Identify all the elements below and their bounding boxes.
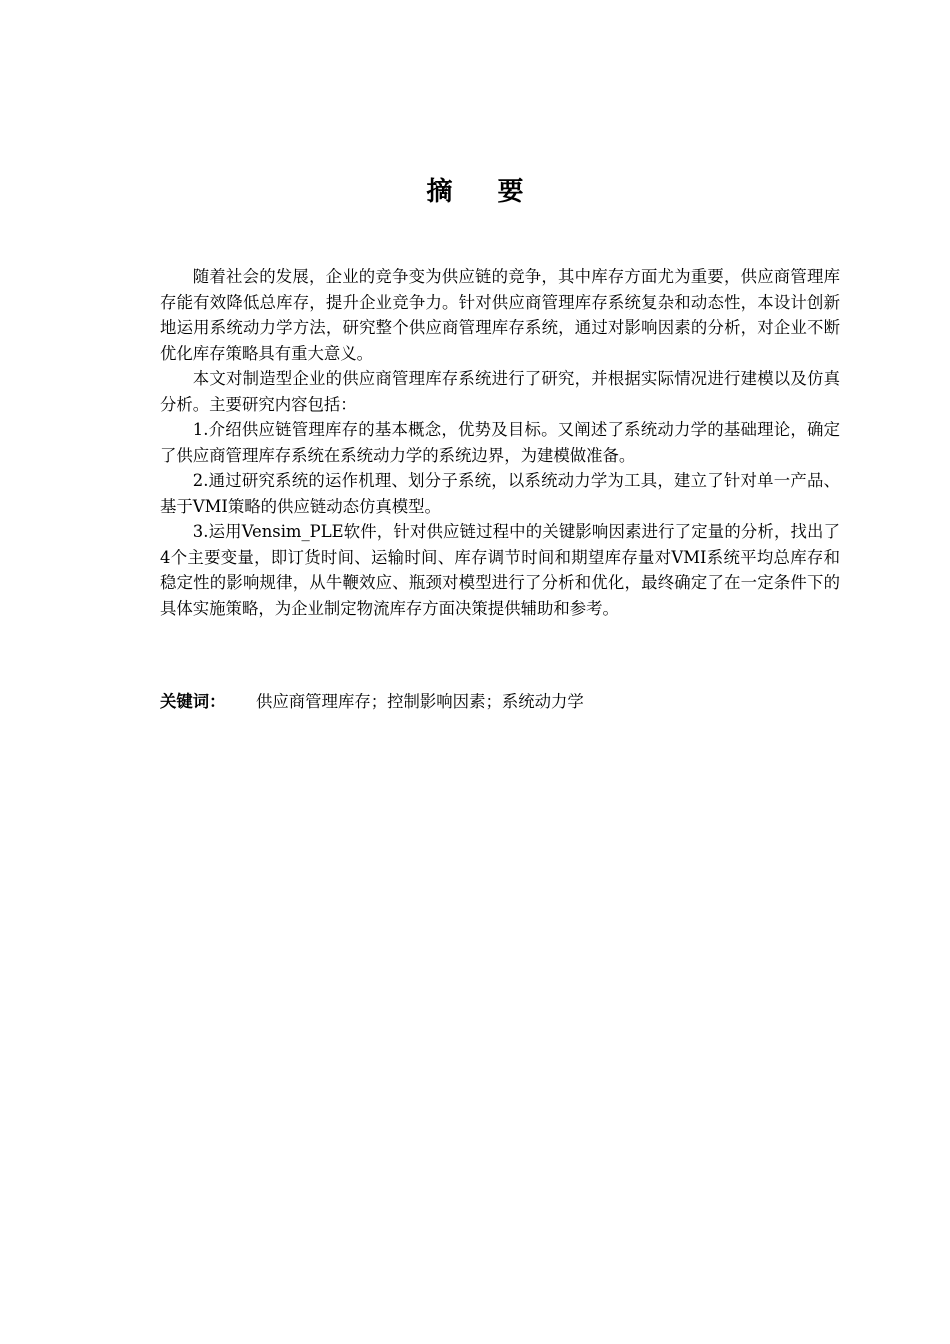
abstract-paragraph: 3.运用Vensim_PLE软件，针对供应链过程中的关键影响因素进行了定量的分析，找出了4个主要变量，即订货时间、运输时间、库存调节时间和期望库存量对VMI系统平均总库存和稳定性的影响规律，从牛鞭效应、瓶颈对模型进行了分析和优化，最终确定了在一定条件下的具体实施策略，为企业制定物流库存方面决策提供辅助和参考。 <box>160 522 840 618</box>
keywords-text: 供应商管理库存；控制影响因素；系统动力学 <box>256 692 584 711</box>
abstract-body <box>160 264 840 621</box>
keywords-label: 关键词： <box>160 692 226 711</box>
abstract-paragraph: 随着社会的发展，企业的竞争变为供应链的竞争，其中库存方面尤为重要，供应商管理库存能有效降低总库存，提升企业竞争力。针对供应商管理库存系统复杂和动态性，本设计创新地运用系统动力学方法，研究整个供应商管理库存系统，通过对影响因素的分析，对企业不断优化库存策略具有重大意义。 <box>160 267 840 363</box>
abstract-paragraph: 1.介绍供应链管理库存的基本概念，优势及目标。又阐述了系统动力学的基础理论，确定了供应商管理库存系统在系统动力学的系统边界，为建模做准备。 <box>160 420 840 465</box>
abstract-paragraph: 2.通过研究系统的运作机理、划分子系统，以系统动力学为工具，建立了针对单一产品、基于VMI策略的供应链动态仿真模型。 <box>160 471 840 516</box>
abstract-paragraph: 本文对制造型企业的供应商管理库存系统进行了研究，并根据实际情况进行建模以及仿真分析。主要研究内容包括： <box>160 369 840 414</box>
abstract-title: 摘 要 <box>426 177 542 207</box>
keywords-line <box>160 689 840 714</box>
